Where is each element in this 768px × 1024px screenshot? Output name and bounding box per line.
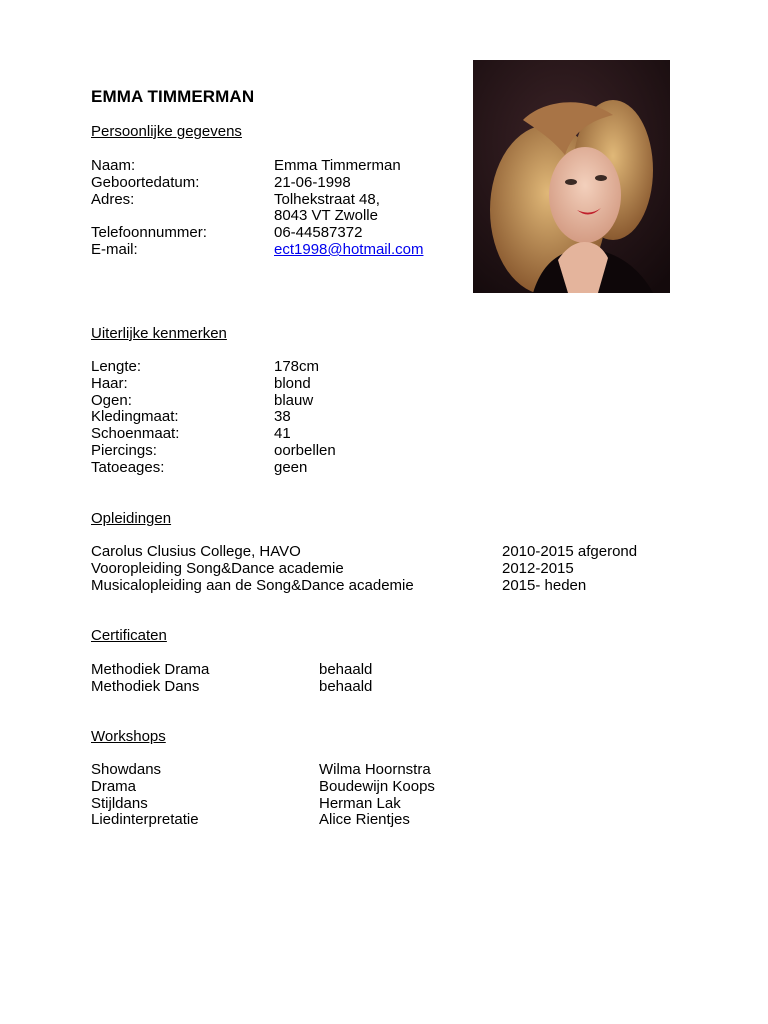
label-piercings: Piercings: xyxy=(91,441,157,459)
value-name: Emma Timmerman xyxy=(274,157,401,174)
label-hair: Haar: xyxy=(91,374,128,392)
section-heading-certificates: Certificaten xyxy=(91,627,167,644)
workshops-list xyxy=(91,762,691,829)
appearance-row-piercings xyxy=(91,443,691,460)
portrait-photo-icon xyxy=(473,60,670,293)
education-period: 2010-2015 afgerond xyxy=(502,543,638,560)
label-birthdate: Geboortedatum: xyxy=(91,173,200,191)
section-heading-education: Opleidingen xyxy=(91,510,172,527)
label-name: Naam: xyxy=(91,157,136,174)
value-address-street: Tolhekstraat 48, xyxy=(274,190,380,208)
value-eyes: blauw xyxy=(274,391,314,409)
value-phone: 06-44587372 xyxy=(274,224,363,242)
label-clothing-size: Kledingmaat: xyxy=(91,408,179,426)
education-name: Carolus Clusius College, HAVO xyxy=(91,543,301,560)
label-address: Adres: xyxy=(91,190,135,208)
label-height: Lengte: xyxy=(91,358,142,375)
workshop-row xyxy=(91,779,691,796)
education-period: 2012-2015 xyxy=(502,559,574,577)
workshop-teacher: Herman Lak xyxy=(319,794,401,812)
certificate-status: behaald xyxy=(319,677,373,695)
certificate-row xyxy=(91,662,691,679)
value-height: 178cm xyxy=(274,358,320,375)
education-name: Vooropleiding Song&Dance academie xyxy=(91,559,344,577)
workshop-teacher: Alice Rientjes xyxy=(319,811,410,829)
value-shoe-size: 41 xyxy=(274,425,291,443)
email-link[interactable]: ect1998@hotmail.com xyxy=(274,240,424,258)
label-tattoos: Tatoeages: xyxy=(91,458,165,476)
appearance-row-tattoos xyxy=(91,460,691,477)
workshop-row xyxy=(91,762,691,779)
section-heading-personal: Persoonlijke gegevens xyxy=(91,123,242,140)
appearance-row-eyes xyxy=(91,393,691,410)
education-row xyxy=(91,544,691,561)
portrait-photo xyxy=(473,60,670,293)
value-piercings: oorbellen xyxy=(274,441,336,459)
label-email: E-mail: xyxy=(91,240,138,258)
section-heading-workshops: Workshops xyxy=(91,728,166,745)
workshop-row xyxy=(91,812,691,829)
value-hair: blond xyxy=(274,374,311,392)
value-clothing-size: 38 xyxy=(274,408,291,426)
workshop-name: Drama xyxy=(91,777,137,795)
label-phone: Telefoonnummer: xyxy=(91,224,207,242)
workshop-name: Stijldans xyxy=(91,794,148,812)
appearance-row-shoe-size xyxy=(91,426,691,443)
workshop-row xyxy=(91,796,691,813)
value-tattoos: geen xyxy=(274,458,308,476)
value-address-city: 8043 VT Zwolle xyxy=(274,207,378,225)
section-heading-appearance: Uiterlijke kenmerken xyxy=(91,325,227,342)
certificate-name: Methodiek Dans xyxy=(91,677,200,695)
certificate-name: Methodiek Drama xyxy=(91,661,210,678)
appearance-row-clothing-size xyxy=(91,409,691,426)
workshop-name: Liedinterpretatie xyxy=(91,811,199,829)
education-list xyxy=(91,544,691,594)
certificate-status: behaald xyxy=(319,661,373,678)
appearance-list xyxy=(91,359,691,477)
cv-name-title: EMMA TIMMERMAN xyxy=(91,87,255,106)
education-name: Musicalopleiding aan de Song&Dance academie xyxy=(91,576,414,594)
education-row xyxy=(91,578,691,595)
value-birthdate: 21-06-1998 xyxy=(274,173,351,191)
label-shoe-size: Schoenmaat: xyxy=(91,425,180,443)
workshop-name: Showdans xyxy=(91,761,162,778)
appearance-row-height xyxy=(91,359,691,376)
education-period: 2015- heden xyxy=(502,576,587,594)
label-eyes: Ogen: xyxy=(91,391,132,409)
workshop-teacher: Wilma Hoornstra xyxy=(319,761,431,778)
education-row xyxy=(91,561,691,578)
certificate-row xyxy=(91,679,691,696)
workshop-teacher: Boudewijn Koops xyxy=(319,777,435,795)
appearance-row-hair xyxy=(91,376,691,393)
certificates-list xyxy=(91,662,691,696)
